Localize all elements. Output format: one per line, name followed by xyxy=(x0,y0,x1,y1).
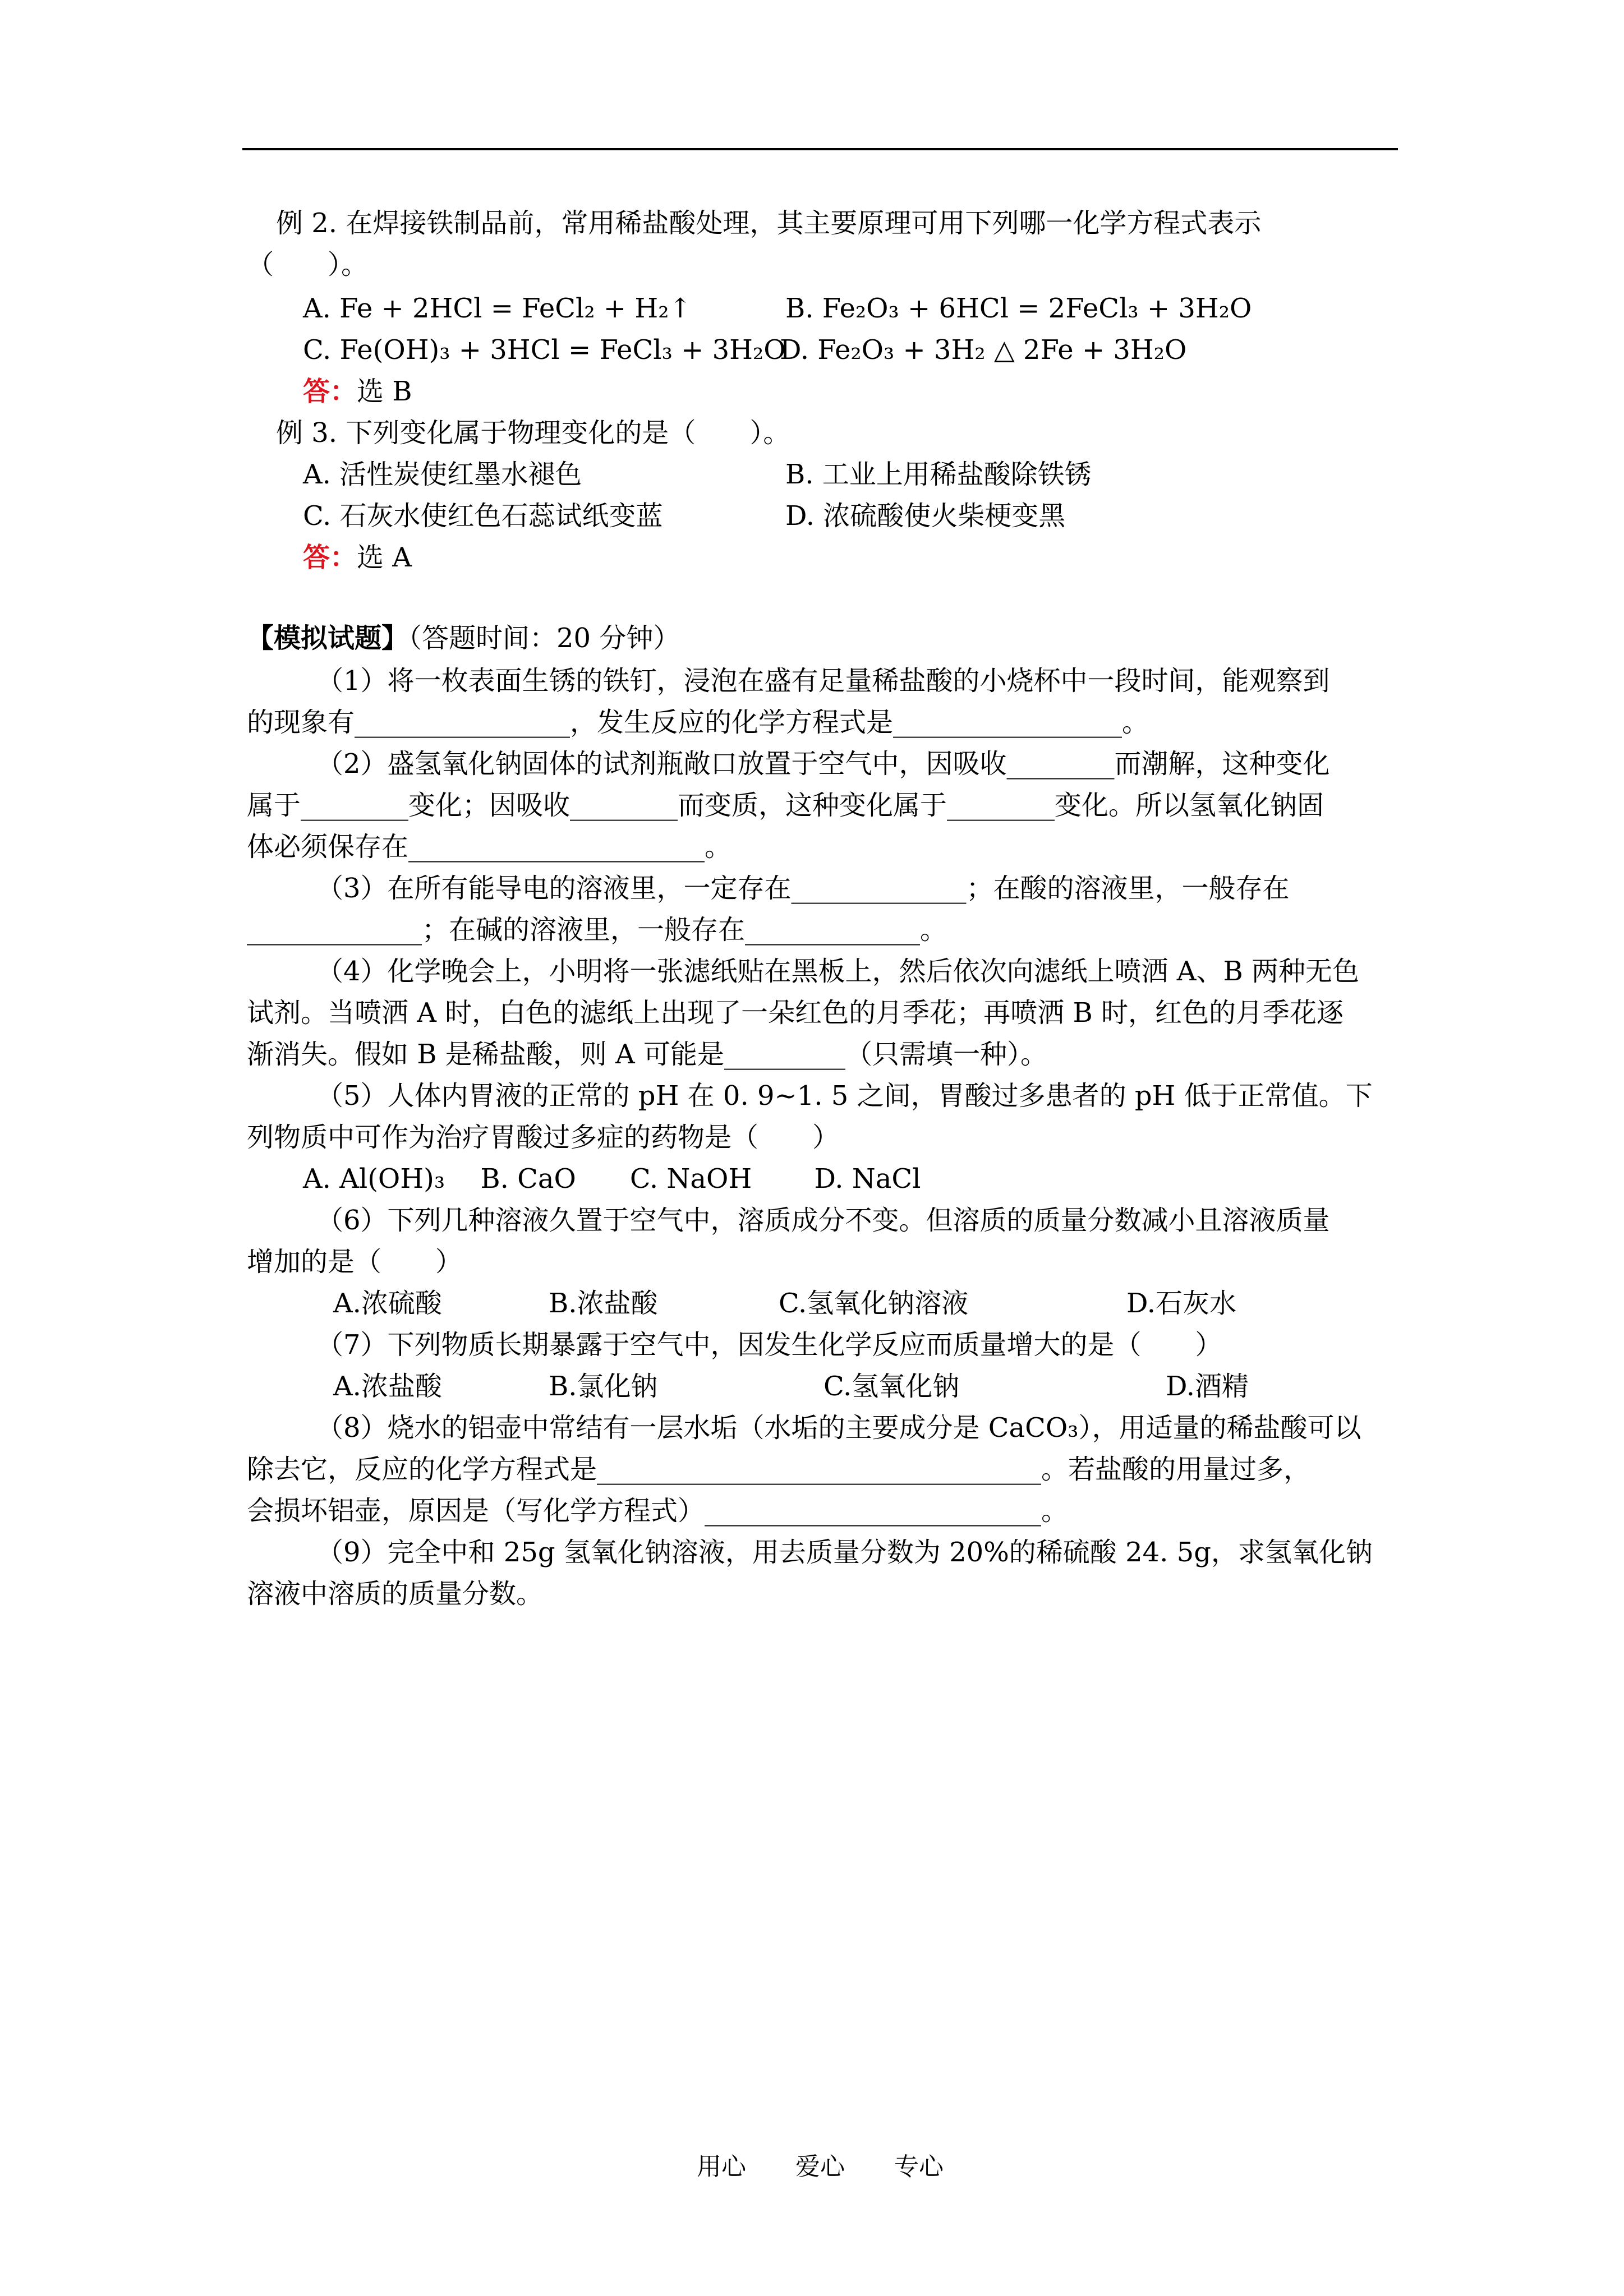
answer-label: 答： xyxy=(303,542,357,573)
q2-line3: 体必须保存在______________________。 xyxy=(247,831,732,863)
q7-option-d: D.酒精 xyxy=(1166,1371,1249,1402)
q4-line3: 渐消失。假如 B 是稀盐酸，则 A 可能是_________（只需填一种）。 xyxy=(247,1039,1047,1070)
answer-label: 答： xyxy=(303,376,357,407)
ex2-option-a: A. Fe + 2HCl = FeCl₂ + H₂↑ xyxy=(303,293,692,324)
q8-line3: 会损坏铝壶，原因是（写化学方程式）_________________________。 xyxy=(247,1495,1069,1527)
mock-heading-line xyxy=(247,621,680,655)
q5-options: A. Al(OH)₃ B. CaO C. NaOH D. NaCl xyxy=(303,1163,921,1195)
ex2-answer xyxy=(303,375,412,408)
ex2-option-b: B. Fe₂O₃ + 6HCl = 2FeCl₃ + 3H₂O xyxy=(785,293,1252,324)
q8-line1: （8）烧水的铝壶中常结有一层水垢（水垢的主要成分是 CaCO₃），用适量的稀盐酸可以 xyxy=(316,1412,1361,1444)
q6-option-d: D.石灰水 xyxy=(1126,1288,1237,1319)
ex3-option-d: D. 浓硫酸使火柴梗变黑 xyxy=(785,500,1066,532)
mock-time-note: （答题时间：20 分钟） xyxy=(408,623,680,654)
q2-line2: 属于________变化；因吸收________而变质，这种变化属于________变化。所以氢氧化钠固 xyxy=(247,790,1324,821)
ex2-option-c: C. Fe(OH)₃ + 3HCl = FeCl₃ + 3H₂O xyxy=(303,334,786,366)
ex2-stem-line2: （ ）。 xyxy=(247,249,369,280)
q6-line2: 增加的是（ ） xyxy=(247,1246,463,1278)
q1-line1: （1）将一枚表面生锈的铁钉，浸泡在盛有足量稀盐酸的小烧杯中一段时间，能观察到 xyxy=(316,665,1330,697)
q5-line2: 列物质中可作为治疗胃酸过多症的药物是（ ） xyxy=(247,1122,840,1153)
q8-line2: 除去它，反应的化学方程式是_________________________________。若盐酸的用量过多， xyxy=(247,1454,1311,1485)
q6-line1: （6）下列几种溶液久置于空气中，溶质成分不变。但溶质的质量分数减小且溶液质量 xyxy=(316,1205,1330,1236)
q4-line1: （4）化学晚会上，小明将一张滤纸贴在黑板上，然后依次向滤纸上喷洒 A、B 两种无色 xyxy=(316,956,1359,987)
q3-line2: _____________；在碱的溶液里，一般存在_____________。 xyxy=(247,914,947,946)
answer-text: 选 A xyxy=(357,542,412,573)
footer-word-1: 用心 xyxy=(697,2152,746,2181)
ex2-option-d: D. Fe₂O₃ + 3H₂ △ 2Fe + 3H₂O xyxy=(780,334,1187,366)
q7-option-a: A.浓盐酸 xyxy=(333,1371,442,1402)
q5-line1: （5）人体内胃液的正常的 pH 在 0. 9~1. 5 之间，胃酸过多患者的 pH 低于正常值。下 xyxy=(316,1080,1373,1112)
q6-option-c: C.氢氧化钠溶液 xyxy=(779,1288,969,1319)
header-rule xyxy=(242,148,1398,150)
q6-option-b: B.浓盐酸 xyxy=(549,1288,658,1319)
ex3-answer xyxy=(303,541,412,574)
q9-line1: （9）完全中和 25g 氢氧化钠溶液，用去质量分数为 20%的稀硫酸 24. 5g，求氢氧化钠 xyxy=(316,1537,1373,1568)
q7-line1: （7）下列物质长期暴露于空气中，因发生化学反应而质量增大的是（ ） xyxy=(316,1329,1222,1361)
ex3-option-c: C. 石灰水使红色石蕊试纸变蓝 xyxy=(303,500,663,532)
q9-line2: 溶液中溶质的质量分数。 xyxy=(247,1578,544,1610)
footer-word-2: 爱心 xyxy=(795,2152,845,2181)
q2-line1: （2）盛氢氧化钠固体的试剂瓶敞口放置于空气中，因吸收________而潮解，这种变化 xyxy=(316,748,1330,780)
ex3-stem: 例 3. 下列变化属于物理变化的是（ ）。 xyxy=(276,417,790,449)
footer-word-3: 专心 xyxy=(894,2152,944,2181)
ex2-stem-line1: 例 2. 在焊接铁制品前，常用稀盐酸处理，其主要原理可用下列哪一化学方程式表示 xyxy=(276,208,1262,239)
q7-option-b: B.氯化钠 xyxy=(549,1371,658,1402)
mock-heading: 【模拟试题】 xyxy=(247,623,409,654)
ex3-option-a: A. 活性炭使红墨水褪色 xyxy=(303,459,582,490)
ex3-option-b: B. 工业上用稀盐酸除铁锈 xyxy=(785,459,1092,490)
q6-option-a: A.浓硫酸 xyxy=(333,1288,442,1319)
q4-line2: 试剂。当喷洒 A 时，白色的滤纸上出现了一朵红色的月季花；再喷洒 B 时，红色的月季花逐 xyxy=(247,997,1344,1029)
answer-text: 选 B xyxy=(357,376,412,407)
q3-line1: （3）在所有能导电的溶液里，一定存在_____________；在酸的溶液里，一般存在 xyxy=(316,873,1290,904)
q7-option-c: C.氢氧化钠 xyxy=(823,1371,960,1402)
q1-line2: 的现象有________________，发生反应的化学方程式是_________________。 xyxy=(247,707,1149,738)
